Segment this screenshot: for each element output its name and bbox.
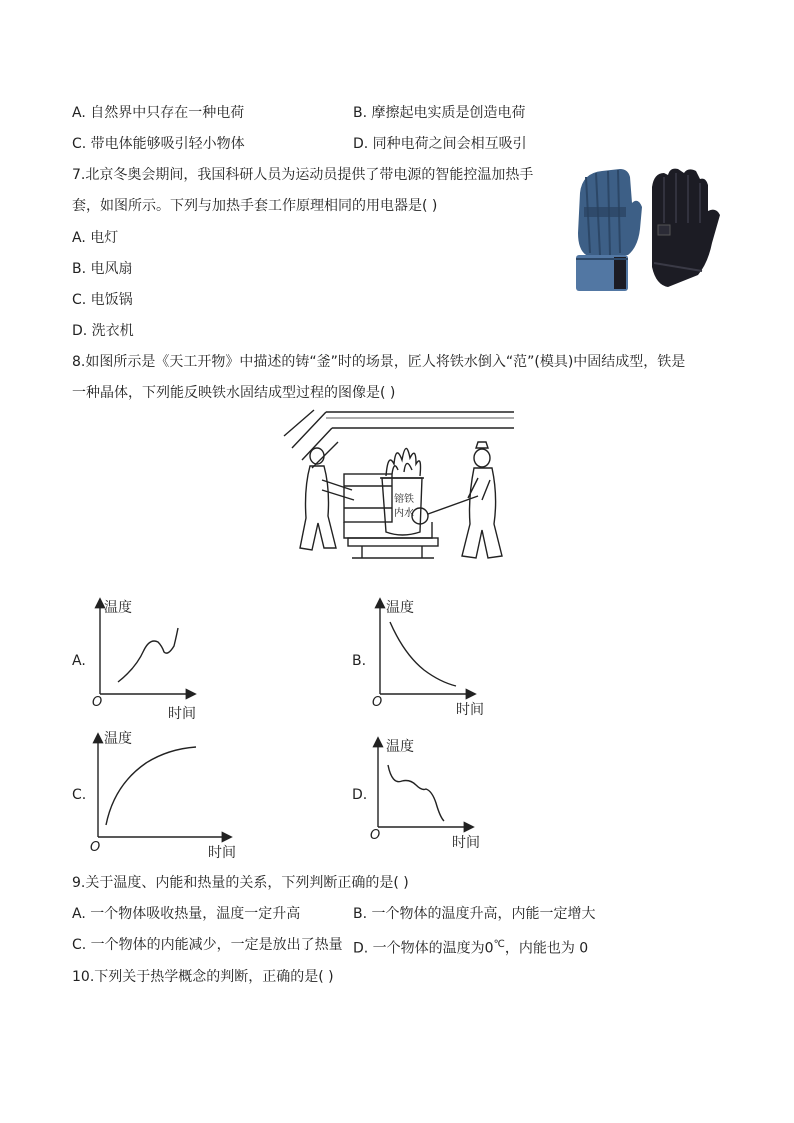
q8-stem-line1: 8.如图所示是《天工开物》中描述的铸“釜”时的场景，匠人将铁水倒入“范”(模具)中固结成型，铁是 [72,354,686,370]
graph-c-xlabel: 时间 [208,845,236,861]
q9-option-c: C. 一个物体的内能减少，一定是放出了热量 [72,937,343,953]
scene-text-inner-water: 内水 [394,508,414,519]
q8-stem-line2: 一种晶体，下列能反映铁水固结成型过程的图像是( ) [72,385,396,401]
blue-glove [576,169,642,291]
celsius-unit: ℃ [493,939,505,950]
graph-c [88,727,248,863]
graph-d [366,733,496,855]
graph-d-origin: O [370,828,381,843]
graph-b-origin: O [372,695,383,710]
graph-d-curve [388,765,444,821]
q9-option-b: B. 一个物体的温度升高，内能一定增大 [353,906,596,922]
graph-a-ylabel: 温度 [104,600,132,616]
graph-a-curve [118,628,178,682]
black-glove [652,169,720,287]
graph-c-curve [106,747,196,825]
q9-option-d-prefix: D. 一个物体的温度为0 [353,940,494,957]
scene-text-molten-iron: 镕铁 [394,494,414,505]
q9-option-d [353,935,588,959]
graph-d-ylabel: 温度 [386,739,414,755]
q9-option-d-suffix: ，内能也为 0 [504,940,589,957]
q7-stem-line1: 7.北京冬奥会期间，我国科研人员为运动员提供了带电源的智能控温加热手 [72,167,534,183]
graph-d-letter: D. [352,787,368,803]
q6-option-a: A. 自然界中只存在一种电荷 [72,105,245,121]
graph-a [88,596,218,724]
heated-gloves-image [572,163,724,299]
q6-option-d: D. 同种电荷之间会相互吸引 [353,136,527,152]
q6-option-c: C. 带电体能够吸引轻小物体 [72,136,245,152]
q10-stem: 10.下列关于热学概念的判断，正确的是( ) [72,969,334,985]
q7-option-d: D. 洗衣机 [72,323,134,339]
q7-option-c: C. 电饭锅 [72,292,133,308]
graph-b-ylabel: 温度 [386,600,414,616]
q6-option-b: B. 摩擦起电实质是创造电荷 [353,105,526,121]
graph-d-xlabel: 时间 [452,835,480,851]
graph-c-origin: O [90,840,101,855]
graph-b-letter: B. [352,653,367,669]
casting-scene-illustration [282,408,514,573]
q9-stem: 9.关于温度、内能和热量的关系，下列判断正确的是( ) [72,875,409,891]
q7-option-a: A. 电灯 [72,230,119,246]
graph-b-curve [390,622,456,686]
q7-option-b: B. 电风扇 [72,261,133,277]
graph-b-xlabel: 时间 [456,702,484,718]
graph-c-letter: C. [72,787,87,803]
q7-stem-line2: 套，如图所示。下列与加热手套工作原理相同的用电器是( ) [72,198,438,214]
graph-a-origin: O [92,695,103,710]
graph-c-ylabel: 温度 [104,731,132,747]
graph-a-xlabel: 时间 [168,706,196,722]
q9-option-a: A. 一个物体吸收热量，温度一定升高 [72,906,301,922]
graph-b [368,596,498,724]
graph-a-letter: A. [72,653,86,669]
